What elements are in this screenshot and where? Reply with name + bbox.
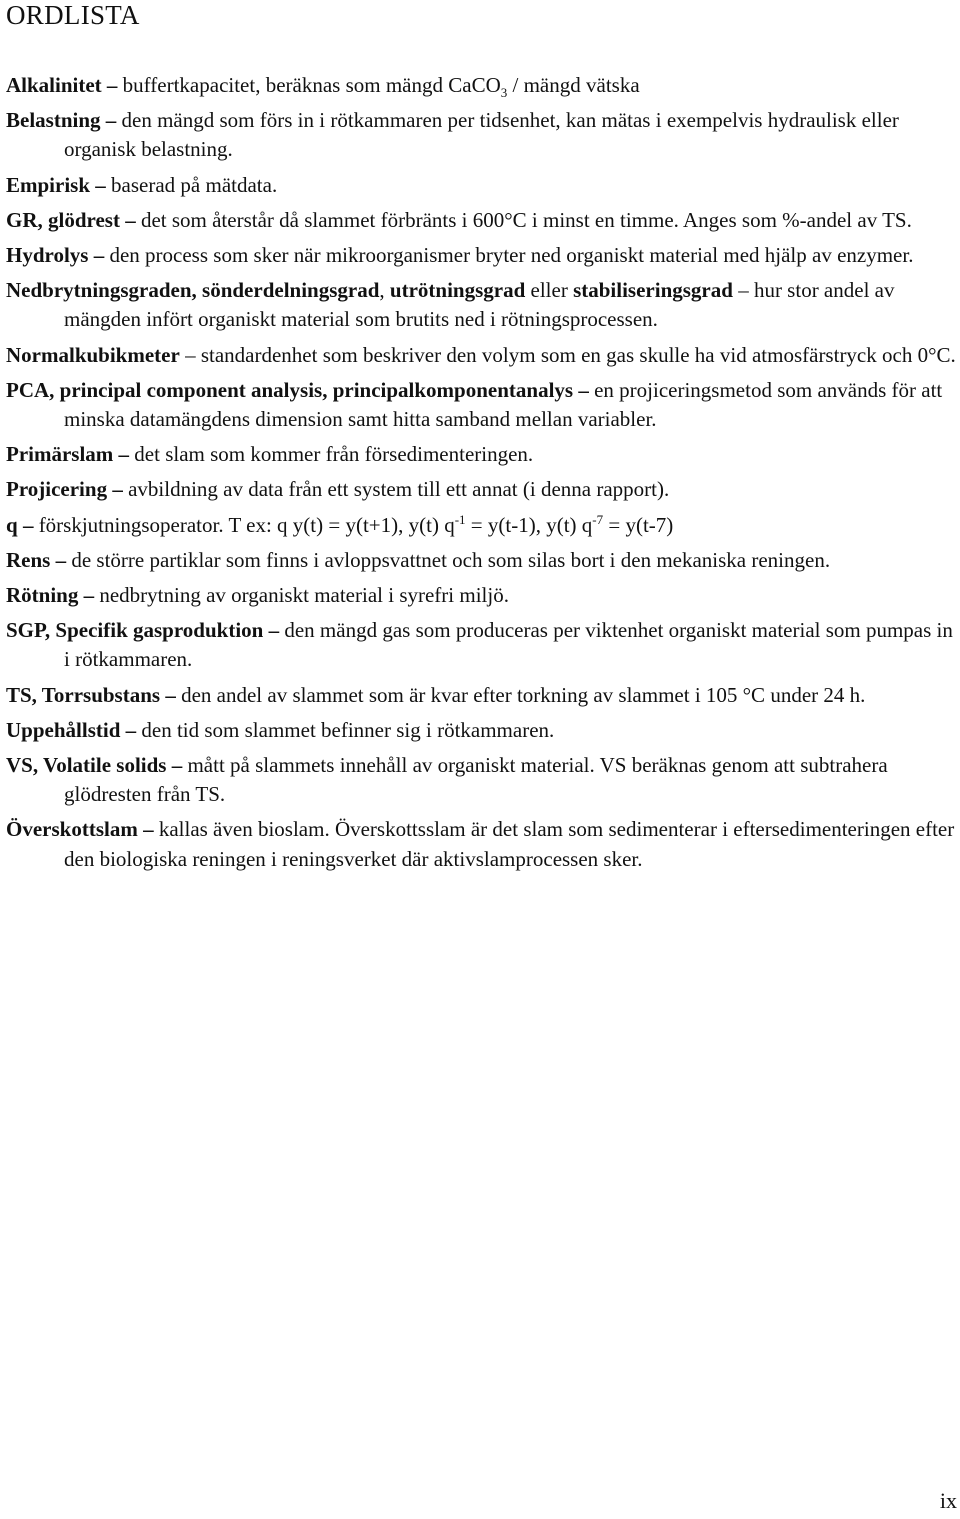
term-dash: – bbox=[17, 512, 39, 537]
term-dash: – bbox=[573, 377, 595, 402]
glossary-entry-vs bbox=[6, 751, 960, 809]
term-dash: – bbox=[107, 477, 129, 502]
glossary-term: utrötningsgrad bbox=[389, 278, 526, 303]
glossary-definition-continued: = y(t-1), y(t) q bbox=[465, 512, 593, 537]
glossary-definition: den tid som slammet befinner sig i rötkammaren. bbox=[141, 717, 555, 742]
glossary-entry-primarslam bbox=[6, 440, 960, 469]
glossary-entry-q bbox=[6, 511, 960, 540]
glossary-entry-pca bbox=[6, 376, 960, 434]
term-dash: – bbox=[137, 817, 159, 842]
glossary-term: stabiliseringsgrad bbox=[573, 278, 733, 303]
glossary-definition: den andel av slammet som är kvar efter torkning av slammet i 105 °C under 24 h. bbox=[181, 682, 866, 707]
term-dash: – bbox=[179, 342, 201, 367]
glossary-term: SGP, Specifik gasproduktion bbox=[6, 618, 264, 643]
term-dash: – bbox=[113, 442, 135, 467]
term-dash: – bbox=[263, 618, 285, 643]
glossary-entry-rens bbox=[6, 546, 960, 575]
glossary-term: VS, Volatile solids bbox=[6, 753, 167, 778]
glossary-entry-uppehallstid bbox=[6, 716, 960, 745]
term-dash: – bbox=[120, 717, 142, 742]
term-separator: eller bbox=[525, 278, 574, 303]
term-dash: – bbox=[732, 278, 754, 303]
term-dash: – bbox=[50, 547, 72, 572]
glossary-definition: det slam som kommer från försedimenteringen. bbox=[134, 442, 534, 467]
term-dash: – bbox=[78, 583, 100, 608]
glossary-entry-overskottslam bbox=[6, 815, 960, 873]
page-title: ORDLISTA bbox=[6, 0, 140, 30]
glossary-definition: nedbrytning av organiskt material i syrefri miljö. bbox=[99, 583, 509, 608]
subscript: 3 bbox=[500, 85, 508, 101]
glossary-entry-alkalinitet bbox=[6, 71, 960, 100]
glossary-definition: den process som sker när mikroorganismer bryter ned organiskt material med hjälp av enzymer. bbox=[109, 243, 914, 268]
glossary-definition: mått på slammets innehåll av organiskt material. VS beräknas genom att subtrahera glödresten från TS. bbox=[64, 753, 888, 807]
term-dash: – bbox=[100, 108, 122, 133]
glossary-entry-nedbrytningsgrad bbox=[6, 276, 960, 334]
page-number: ix bbox=[939, 1488, 957, 1513]
glossary-entry-hydrolys bbox=[6, 241, 960, 270]
glossary-definition: buffertkapacitet, beräknas som mängd CaCO bbox=[122, 73, 501, 97]
glossary-entry-belastning bbox=[6, 106, 960, 164]
glossary-list bbox=[6, 71, 960, 880]
glossary-term: PCA, principal component analysis, principalkomponentanalys bbox=[6, 377, 574, 402]
glossary-definition: standardenhet som beskriver den volym som en gas skulle ha vid atmosfärstryck och 0°C. bbox=[200, 342, 956, 367]
term-separator: , bbox=[379, 278, 390, 303]
term-dash: – bbox=[166, 753, 188, 778]
term-dash: – bbox=[101, 73, 123, 97]
term-dash: – bbox=[160, 682, 182, 707]
glossary-term: Empirisk bbox=[6, 172, 91, 197]
glossary-term: Nedbrytningsgraden, sönderdelningsgrad bbox=[6, 278, 380, 303]
superscript: -1 bbox=[454, 511, 466, 527]
glossary-entry-normalkubikmeter bbox=[6, 341, 960, 370]
glossary-term: Uppehållstid bbox=[6, 717, 121, 742]
glossary-entry-sgp bbox=[6, 616, 960, 674]
glossary-definition: kallas även bioslam. Överskottsslam är det slam som sedimenterar i eftersedimenteringen efter den biologiska reningen i reningsverket där aktivslamprocessen sker. bbox=[64, 817, 955, 871]
glossary-term: Normalkubikmeter bbox=[6, 342, 180, 367]
glossary-definition-continued: / mängd vätska bbox=[507, 73, 640, 97]
glossary-term: q bbox=[6, 512, 18, 537]
glossary-definition: avbildning av data från ett system till ett annat (i denna rapport). bbox=[128, 477, 670, 502]
glossary-term: Projicering bbox=[6, 477, 108, 502]
glossary-entry-empirisk bbox=[6, 171, 960, 200]
glossary-entry-projicering bbox=[6, 475, 960, 504]
glossary-definition: baserad på mätdata. bbox=[111, 172, 278, 197]
glossary-definition: hur stor andel av mängden infört organiskt material som brutits ned i rötningsprocessen. bbox=[64, 278, 895, 332]
glossary-entry-glodrest bbox=[6, 206, 960, 235]
glossary-term: GR, glödrest bbox=[6, 207, 120, 232]
term-dash: – bbox=[119, 207, 141, 232]
glossary-term: Rötning bbox=[6, 583, 79, 608]
glossary-term: Rens bbox=[6, 547, 51, 572]
glossary-entry-ts bbox=[6, 681, 960, 710]
glossary-entry-rotning bbox=[6, 581, 960, 610]
glossary-definition: förskjutningsoperator. T ex: q y(t) = y(t+1), y(t) q bbox=[38, 512, 455, 537]
glossary-term: Primärslam bbox=[6, 442, 114, 467]
glossary-term: Hydrolys bbox=[6, 243, 89, 268]
term-dash: – bbox=[88, 243, 110, 268]
glossary-definition: en projiceringsmetod som används för att minska datamängdens dimension samt hitta samband mellan variabler. bbox=[64, 377, 943, 432]
glossary-term: Överskottslam bbox=[6, 817, 138, 842]
glossary-definition: den mängd som förs in i rötkammaren per tidsenhet, kan mätas i exempelvis hydraulisk eller organisk belastning. bbox=[64, 108, 899, 162]
glossary-term: Belastning bbox=[6, 108, 101, 133]
glossary-definition: den mängd gas som produceras per viktenhet organiskt material som pumpas in i rötkammaren. bbox=[64, 618, 953, 672]
glossary-definition: det som återstår då slammet förbränts i 600°C i minst en timme. Anges som %-andel av TS. bbox=[140, 207, 912, 232]
glossary-term: TS, Torrsubstans bbox=[6, 682, 161, 707]
superscript: -7 bbox=[592, 511, 604, 527]
glossary-definition-continued: = y(t-7) bbox=[603, 512, 674, 537]
glossary-definition: de större partiklar som finns i avloppsvattnet och som silas bort i den mekaniska reningen. bbox=[71, 547, 831, 572]
term-dash: – bbox=[90, 172, 112, 197]
glossary-term: Alkalinitet bbox=[6, 73, 102, 97]
